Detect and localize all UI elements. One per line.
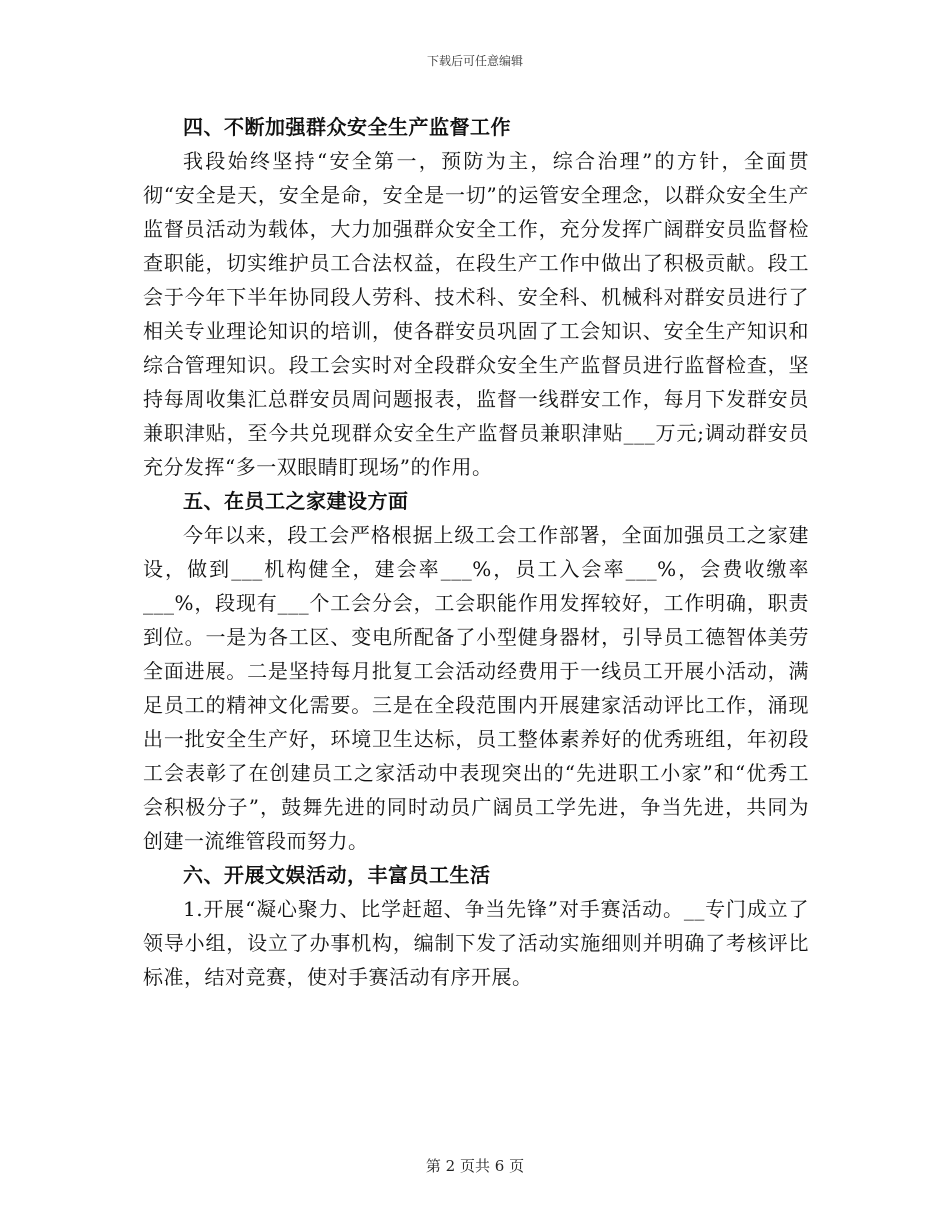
document-body (143, 110, 809, 994)
paragraph: 1.开展“凝心聚力、比学赶超、争当先锋”对手赛活动。__专门成立了领导小组，设立了办事机构，编制下发了活动实施细则并明确了考核评比标准，结对竞赛，使对手赛活动有序开展。 (143, 897, 809, 989)
page-header: 下载后可任意编辑 (426, 54, 523, 68)
section-staff-home (143, 484, 809, 858)
section-heading: 五、在员工之家建设方面 (183, 489, 409, 513)
paragraph: 我段始终坚持“安全第一，预防为主，综合治理”的方针，全面贯彻“安全是天，安全是命，安全是一切”的运管安全理念，以群众安全生产监督员活动为载体，大力加强群众安全工作，充分发挥广阔群安员监督检查职能，切实维护员工合法权益，在段生产工作中做出了积极贡献。段工会于今年下半年协同段人劳科、技术科、安全科、机械科对群安员进行了相关专业理论知识的培训，使各群安员巩固了工会知识、安全生产知识和综合管理知识。段工会实时对全段群众安全生产监督员进行监督检查，坚持每周收集汇总群安员周问题报表，监督一线群安工作，每月下发群安员兼职津贴，至今共兑现群众安全生产监督员兼职津贴___万元;调动群安员充分发挥“多一双眼睛盯现场”的作用。 (143, 149, 809, 479)
paragraph: 今年以来，段工会严格根据上级工会工作部署，全面加强员工之家建设，做到___机构健全，建会率___%，员工入会率___%，会费收缴率___%，段现有___个工会分会，工会职能作用发挥较好，工作明确，职责到位。一是为各工区、变电所配备了小型健身器材，引导员工德智体美劳全面进展。二是坚持每月批复工会活动经费用于一线员工开展小活动，满足员工的精神文化需要。三是在全段范围内开展建家活动评比工作，涌现出一批安全生产好，环境卫生达标，员工整体素养好的优秀班组，年初段工会表彰了在创建员工之家活动中表现突出的“先进职工小家”和“优秀工会积极分子”，鼓舞先进的同时动员广阔员工学先进，争当先进，共同为创建一流维管段而努力。 (143, 523, 809, 853)
section-heading: 六、开展文娱活动，丰富员工生活 (183, 863, 491, 887)
section-safety-supervision (143, 110, 809, 484)
section-recreation (143, 858, 809, 994)
section-heading: 四、不断加强群众安全生产监督工作 (183, 115, 511, 139)
page-number: 第 2 页共 6 页 (425, 1157, 525, 1175)
